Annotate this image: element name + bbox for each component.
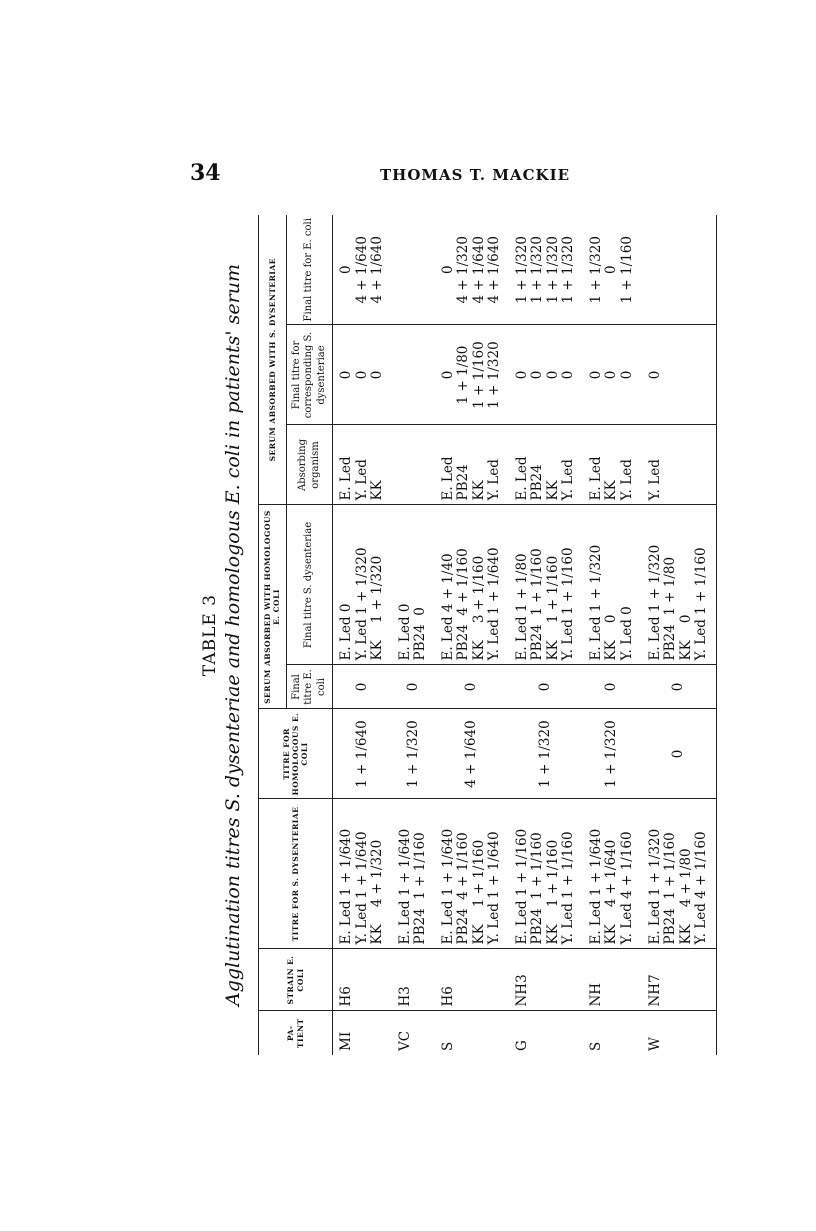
cell-line: 0 xyxy=(587,370,604,380)
cell-line: PB24 0 xyxy=(412,607,429,661)
cell-line: Y. Led 1 + 1/640 xyxy=(486,547,503,661)
cell-line: Y. Led xyxy=(646,459,663,501)
cell-absorbing-organism xyxy=(333,425,392,505)
running-head: THOMAS T. MACKIE xyxy=(380,166,571,184)
cell-line: PB24 4 + 1/160 xyxy=(455,832,472,945)
cell-final-ecoli: 0 xyxy=(392,665,435,709)
cell-titre-homologous: 1 + 1/320 xyxy=(509,709,583,799)
cell-final-corresponding xyxy=(583,325,642,425)
cell-line: KK 1 + 1/160 xyxy=(470,839,487,945)
cell-line: Y. Led 1 + 1/320 xyxy=(353,547,370,661)
cell-strain: NH xyxy=(583,949,642,1011)
cell-line: PB24 1 + 1/160 xyxy=(662,832,679,945)
cell-line: 1 + 1/320 xyxy=(560,236,577,304)
cell-line: 0 xyxy=(646,370,663,380)
cell-final-corresponding xyxy=(435,325,509,425)
table-row xyxy=(642,215,717,1055)
cell-titre-homologous: 1 + 1/320 xyxy=(583,709,642,799)
cell-patient: S xyxy=(439,1041,456,1051)
cell-line: Y. Led xyxy=(560,459,577,501)
header-absorbed-homologous: SERUM ABSORBED WITH HOMOLOGOUS E. COLI xyxy=(259,505,287,709)
subheader-final-dysenteriae: Final titre S. dysenteriae xyxy=(286,505,333,665)
cell-line: Y. Led 1 + 1/640 xyxy=(353,831,370,945)
cell-titre-homologous: 4 + 1/640 xyxy=(435,709,509,799)
cell-line: PB24 1 + 1/160 xyxy=(529,548,546,661)
cell-line: Y. Led 1 + 1/640 xyxy=(486,831,503,945)
cell-line: KK xyxy=(470,480,487,501)
cell-final-corresponding xyxy=(642,325,717,425)
cell-absorbing-organism xyxy=(435,425,509,505)
cell-patient: W xyxy=(642,1011,717,1055)
cell-titre-homologous: 1 + 1/640 xyxy=(333,709,392,799)
cell-line: 0 xyxy=(439,265,456,275)
cell-line: PB24 1 + 1/80 xyxy=(662,556,679,661)
cell-line: 0 xyxy=(603,370,620,380)
cell-line: E. Led 1 + 1/320 xyxy=(646,544,663,661)
cell-absorbing-organism xyxy=(509,425,583,505)
cell-line: 4 + 1/640 xyxy=(353,236,370,304)
cell-line: KK 1 + 1/160 xyxy=(544,555,561,661)
cell-line: 0 xyxy=(618,370,635,380)
cell-final-ecoli-2 xyxy=(333,215,392,325)
cell-line: 0 xyxy=(603,265,620,275)
cell-line: 0 xyxy=(544,370,561,380)
cell-final-dysenteriae xyxy=(583,505,642,665)
cell-line: 0 xyxy=(369,370,386,380)
cell-final-dysenteriae xyxy=(392,505,435,665)
cell-line: 0 xyxy=(529,370,546,380)
cell-line: E. Led 1 + 1/320 xyxy=(646,828,663,945)
rotated-table-block xyxy=(200,215,740,1055)
table-row xyxy=(509,215,583,1055)
cell-titre-dysenteriae xyxy=(435,799,509,949)
cell-line: 1 + 1/320 xyxy=(544,236,561,304)
cell-line: 1 + 1/320 xyxy=(587,236,604,304)
table-row xyxy=(333,215,392,1055)
header-titre-homologous: TITRE FOR HOMOLOGOUS E. COLI xyxy=(259,709,333,799)
cell-final-dysenteriae xyxy=(333,505,392,665)
cell-line: Y. Led 0 xyxy=(618,606,635,661)
cell-final-ecoli: 0 xyxy=(509,665,583,709)
cell-final-dysenteriae xyxy=(435,505,509,665)
cell-line: 1 + 1/320 xyxy=(513,236,530,304)
header-strain: STRAIN E. COLI xyxy=(259,949,333,1011)
cell-line: 1 + 1/160 xyxy=(470,341,487,409)
cell-line: 0 xyxy=(353,370,370,380)
cell-line: Y. Led xyxy=(353,459,370,501)
cell-line: E. Led 1 + 1/640 xyxy=(587,828,604,945)
cell-line: 4 + 1/640 xyxy=(486,236,503,304)
cell-final-ecoli: 0 xyxy=(642,665,717,709)
cell-final-ecoli-2 xyxy=(392,215,435,325)
header-patient: PA-TIENT xyxy=(259,1011,333,1055)
cell-line: KK xyxy=(544,480,561,501)
cell-line: 4 + 1/320 xyxy=(455,236,472,304)
cell-line: KK 4 + 1/320 xyxy=(369,839,386,945)
cell-line: E. Led 1 + 1/320 xyxy=(587,544,604,661)
cell-line: 0 xyxy=(338,370,355,380)
cell-line: PB24 4 + 1/160 xyxy=(455,548,472,661)
cell-line: E. Led xyxy=(587,456,604,501)
cell-line: KK 4 + 1/80 xyxy=(677,848,694,945)
cell-line: KK 1 + 1/320 xyxy=(369,555,386,661)
cell-line: KK 1 + 1/160 xyxy=(544,839,561,945)
cell-line: KK xyxy=(603,480,620,501)
cell-titre-homologous: 0 xyxy=(642,709,717,799)
cell-line: 4 + 1/640 xyxy=(369,236,386,304)
cell-absorbing-organism xyxy=(392,425,435,505)
agglutination-table xyxy=(258,215,717,1055)
cell-line: E. Led 0 xyxy=(396,603,413,661)
cell-titre-dysenteriae xyxy=(642,799,717,949)
cell-line: 0 xyxy=(338,265,355,275)
cell-titre-dysenteriae xyxy=(392,799,435,949)
cell-final-corresponding xyxy=(509,325,583,425)
cell-titre-dysenteriae xyxy=(583,799,642,949)
cell-line: E. Led 0 xyxy=(338,603,355,661)
cell-final-dysenteriae xyxy=(642,505,717,665)
cell-strain: H3 xyxy=(392,949,435,1011)
cell-line: PB24 xyxy=(455,464,472,501)
cell-line: E. Led xyxy=(338,456,355,501)
cell-line: Y. Led 4 + 1/160 xyxy=(693,831,710,945)
cell-final-corresponding xyxy=(392,325,435,425)
cell-final-ecoli-2 xyxy=(642,215,717,325)
cell-patient: S xyxy=(587,1041,604,1051)
cell-line: 1 + 1/320 xyxy=(486,341,503,409)
subheader-final-corresponding: Final titre for corresponding S. dysenteriae xyxy=(286,325,333,425)
cell-final-ecoli-2 xyxy=(435,215,509,325)
cell-absorbing-organism xyxy=(642,425,717,505)
cell-titre-dysenteriae xyxy=(333,799,392,949)
cell-line: E. Led 1 + 1/640 xyxy=(439,828,456,945)
cell-line: E. Led 1 + 1/640 xyxy=(338,828,355,945)
header-absorbed-dysenteriae: SERUM ABSORBED WITH S. DYSENTERIAE xyxy=(259,215,287,505)
cell-strain: NH7 xyxy=(642,949,717,1011)
subheader-final-ecoli: Final titre E. coli xyxy=(286,665,333,709)
cell-final-dysenteriae xyxy=(509,505,583,665)
cell-final-ecoli: 0 xyxy=(333,665,392,709)
subheader-final-ecoli-2: Final titre for E. coli xyxy=(286,215,333,325)
cell-line: E. Led 1 + 1/160 xyxy=(513,828,530,945)
cell-line: E. Led xyxy=(439,456,456,501)
cell-line: 1 + 1/160 xyxy=(618,236,635,304)
cell-line: KK 0 xyxy=(677,614,694,661)
cell-absorbing-organism xyxy=(583,425,642,505)
cell-line: Y. Led xyxy=(486,459,503,501)
page-number: 34 xyxy=(190,160,221,186)
cell-line: E. Led 1 + 1/640 xyxy=(396,828,413,945)
cell-line: PB24 1 + 1/160 xyxy=(529,832,546,945)
cell-final-ecoli-2 xyxy=(509,215,583,325)
cell-line: 1 + 1/80 xyxy=(455,345,472,405)
cell-line: 0 xyxy=(439,370,456,380)
cell-line: 1 + 1/320 xyxy=(529,236,546,304)
cell-patient: G xyxy=(513,1040,530,1051)
cell-titre-homologous: 1 + 1/320 xyxy=(392,709,435,799)
cell-line: 0 xyxy=(560,370,577,380)
cell-line: E. Led xyxy=(513,456,530,501)
cell-titre-dysenteriae xyxy=(509,799,583,949)
cell-line: KK xyxy=(369,480,386,501)
cell-line: E. Led 4 + 1/40 xyxy=(439,553,456,661)
table-row xyxy=(392,215,435,1055)
cell-final-ecoli-2 xyxy=(583,215,642,325)
cell-line: PB24 xyxy=(529,464,546,501)
cell-line: Y. Led 1 + 1/160 xyxy=(560,831,577,945)
cell-patient: VC xyxy=(396,1030,413,1051)
cell-line: KK 4 + 1/640 xyxy=(603,839,620,945)
cell-line: Y. Led 4 + 1/160 xyxy=(618,831,635,945)
table-row xyxy=(435,215,509,1055)
cell-line: PB24 1 + 1/160 xyxy=(412,832,429,945)
cell-line: 0 xyxy=(513,370,530,380)
cell-line: Y. Led 1 + 1/160 xyxy=(560,547,577,661)
cell-line: KK 0 xyxy=(603,614,620,661)
cell-final-ecoli: 0 xyxy=(435,665,509,709)
cell-final-corresponding xyxy=(333,325,392,425)
table-row xyxy=(583,215,642,1055)
cell-line: 4 + 1/640 xyxy=(470,236,487,304)
cell-line: Y. Led xyxy=(618,459,635,501)
cell-line: Y. Led 1 + 1/160 xyxy=(693,547,710,661)
cell-strain: H6 xyxy=(435,949,509,1011)
table-title: Agglutination titres S. dysenteriae and homologous E. coli in patients' serum xyxy=(222,264,244,1007)
header-titre-dysenteriae: TITRE FOR S. DYSENTERIAE xyxy=(259,799,333,949)
cell-line: KK 3 + 1/160 xyxy=(470,555,487,661)
cell-line: E. Led 1 + 1/80 xyxy=(513,553,530,661)
cell-strain: H6 xyxy=(333,949,392,1011)
cell-patient: MI xyxy=(338,1031,355,1051)
table-label: TABLE 3 xyxy=(200,593,220,677)
cell-final-ecoli: 0 xyxy=(583,665,642,709)
subheader-absorbing-organism: Absorbing organism xyxy=(286,425,333,505)
cell-strain: NH3 xyxy=(509,949,583,1011)
